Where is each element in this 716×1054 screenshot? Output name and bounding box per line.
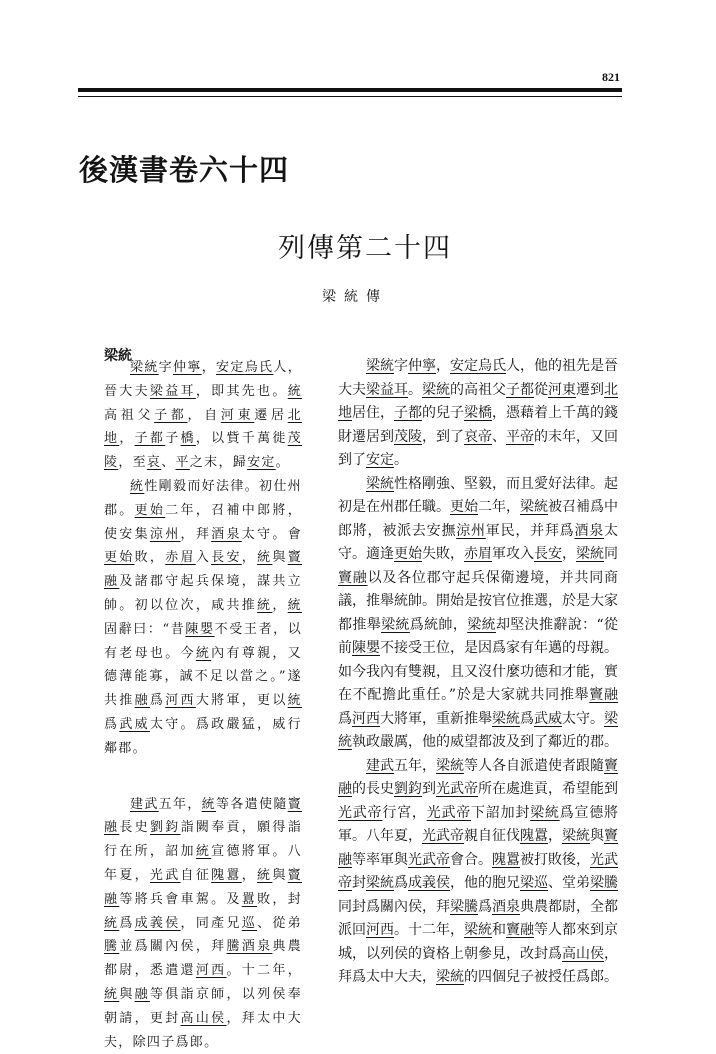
- proper-noun: 安定: [366, 452, 394, 468]
- proper-noun: 光武帝: [426, 804, 472, 821]
- text-run: ，: [436, 358, 450, 374]
- text-run: 自征: [180, 867, 212, 883]
- chapter-title: 列傳第二十四: [278, 233, 452, 264]
- original-text-column: [104, 356, 302, 1054]
- text-run: 內有尊親，又德薄能寡，誠不足以當之。”遂共推: [104, 645, 302, 709]
- text-run: 的高祖父: [450, 381, 506, 398]
- proper-noun: 梁橋: [464, 405, 492, 421]
- proper-noun: 梁統: [366, 475, 394, 492]
- proper-noun: 河東: [220, 407, 255, 423]
- original-paragraph-1: [104, 356, 302, 475]
- proper-noun: 光武帝: [338, 804, 383, 821]
- proper-noun: 子都: [154, 407, 188, 423]
- proper-noun: 統: [130, 478, 145, 494]
- header-rule-thin: [78, 96, 622, 97]
- proper-noun: 成義侯: [134, 915, 181, 931]
- proper-noun: 統: [257, 597, 273, 613]
- proper-noun: 更始: [394, 546, 422, 562]
- text-run: 等人都來到京城，以列侯的資格上朝參見，改封爲: [338, 922, 618, 962]
- text-run: 、: [161, 455, 176, 471]
- text-run: 與: [272, 550, 288, 566]
- text-run: 從: [534, 381, 548, 398]
- proper-noun: 仲寧: [173, 360, 202, 375]
- text-run: 固辭曰：“昔: [104, 621, 186, 637]
- text-run: ，: [272, 597, 288, 613]
- text-run: ，: [241, 550, 258, 566]
- text-run: 之末，歸: [189, 455, 248, 471]
- proper-noun: 統: [195, 844, 212, 860]
- translation-paragraph-2: [338, 473, 618, 755]
- proper-noun: 囂: [241, 891, 258, 907]
- proper-noun: 陳嬰: [185, 621, 215, 637]
- page-number: 821: [602, 70, 620, 84]
- text-run: 。: [275, 455, 290, 471]
- proper-noun: 安定: [247, 455, 276, 471]
- paragraph-gap: [104, 761, 302, 793]
- text-run: 子: [165, 431, 181, 447]
- proper-noun: 梁統: [366, 358, 394, 374]
- text-run: 等俱詣京師，以列侯奉朝請，更封: [104, 986, 302, 1026]
- proper-noun: 梁統: [422, 381, 450, 398]
- text-run: 敗，: [134, 550, 166, 566]
- proper-noun: 橋: [180, 431, 196, 447]
- proper-noun: 統: [257, 867, 273, 883]
- text-run: 爲宣德將軍。八年夏，: [338, 804, 619, 844]
- proper-noun: 梁益耳: [366, 381, 408, 398]
- translation-text-column: [338, 355, 618, 990]
- text-run: 的末年，又回到了: [338, 428, 618, 468]
- proper-noun: 河西: [195, 963, 227, 979]
- text-run: 字: [158, 360, 174, 375]
- text-run: 爲統帥，: [409, 616, 468, 633]
- proper-noun: 隗囂: [211, 867, 242, 883]
- text-run: 親自征伐: [464, 828, 520, 844]
- text-run: 爲: [149, 693, 166, 709]
- proper-noun: 酒泉: [211, 526, 242, 542]
- proper-noun: 建武: [130, 796, 159, 812]
- proper-noun: 陳嬰: [352, 640, 380, 656]
- proper-noun: 融: [134, 986, 150, 1002]
- text-run: 。十二年，: [394, 922, 464, 938]
- text-run: 等人各自派遣使者跟隨: [464, 757, 604, 774]
- text-run: 爲: [104, 716, 120, 732]
- proper-noun: 高山侯: [562, 945, 604, 962]
- text-run: 軍攻入: [492, 546, 534, 562]
- biography-title: 梁統傳: [322, 289, 388, 305]
- proper-noun: 竇融: [104, 867, 302, 907]
- text-run: ，: [119, 431, 135, 447]
- proper-noun: 河東: [548, 381, 576, 398]
- text-run: 所在處進貢，希望能到: [478, 781, 618, 797]
- proper-noun: 梁統: [492, 710, 520, 727]
- text-run: ，至: [118, 455, 147, 471]
- proper-noun: 騰: [104, 939, 120, 955]
- header-rule-thick: [78, 88, 622, 92]
- text-run: ，自: [187, 407, 221, 423]
- text-run: 同封爲關內侯，拜: [338, 898, 450, 915]
- text-run: 。十二年，: [226, 963, 302, 979]
- text-run: 五年，: [394, 757, 436, 774]
- proper-noun: 劉鈞: [394, 781, 422, 797]
- proper-noun: 北地: [338, 381, 618, 421]
- proper-noun: 梁統: [562, 828, 590, 844]
- proper-noun: 河西: [366, 922, 394, 938]
- proper-noun: 梁巡: [520, 875, 548, 891]
- text-run: 以及各位郡守起兵保衛邊境，并共同商議，推舉統帥。開始是按官位推選，於是大家都推舉: [338, 569, 619, 633]
- text-run: 的四個兒子被授任爲郎。: [464, 969, 618, 985]
- proper-noun: 安定: [450, 358, 478, 374]
- text-run: 行宮，: [382, 804, 427, 821]
- text-run: 爲: [338, 710, 352, 727]
- proper-noun: 巡: [241, 915, 258, 931]
- text-run: 太守。適逢: [338, 522, 619, 562]
- original-paragraph-3: [104, 793, 302, 1054]
- proper-noun: 安定: [216, 360, 245, 375]
- text-run: 典農都尉，全都派回: [338, 898, 618, 938]
- proper-noun: 烏氏: [244, 360, 274, 375]
- text-run: ，: [548, 828, 562, 844]
- text-run: 敗，封: [257, 891, 302, 907]
- proper-noun: 統: [287, 693, 302, 709]
- text-run: 同: [604, 546, 618, 562]
- proper-noun: 統: [287, 597, 302, 613]
- proper-noun: 梁統: [530, 804, 560, 821]
- proper-noun: 竇融: [104, 796, 302, 836]
- proper-noun: 竇融: [338, 828, 618, 868]
- text-run: 、: [492, 428, 506, 445]
- proper-noun: 梁統: [381, 616, 410, 633]
- text-run: 與: [119, 986, 135, 1002]
- proper-noun: 武威: [119, 716, 150, 732]
- text-run: ，他的胞兄: [450, 875, 520, 891]
- proper-noun: 劉鈞: [149, 820, 181, 836]
- text-run: 等將兵會車駕。及: [119, 891, 242, 907]
- text-run: 居住，: [352, 405, 394, 421]
- proper-noun: 河西: [165, 693, 196, 709]
- text-run: 五年，: [158, 796, 202, 812]
- proper-noun: 光武帝: [422, 828, 464, 844]
- proper-noun: 子都: [134, 431, 166, 447]
- proper-noun: 梁統: [436, 969, 464, 985]
- text-run: 被召補爲中郎將，被派去安撫: [338, 499, 618, 539]
- text-run: ，拜太中大夫，除四子爲郎。: [104, 1010, 302, 1050]
- proper-noun: 茂陵: [104, 431, 302, 471]
- text-run: 長史: [119, 820, 150, 836]
- text-run: 性格剛強、堅毅，而且愛好法律。起初是在州郡任職。: [338, 475, 618, 515]
- text-run: 與: [272, 867, 288, 883]
- proper-noun: 光武帝: [436, 781, 478, 797]
- proper-noun: 赤眉: [464, 546, 492, 562]
- proper-noun: 統: [287, 383, 302, 399]
- proper-noun: 隗囂: [492, 851, 520, 868]
- proper-noun: 融: [134, 693, 150, 709]
- text-run: 詣闕奉貢，願得詣行在所，詔加: [104, 820, 302, 860]
- text-run: 並爲關內侯，拜: [119, 939, 227, 955]
- text-run: 太守。: [562, 710, 604, 727]
- text-run: 會合。: [450, 851, 492, 868]
- proper-noun: 子都: [394, 405, 422, 421]
- proper-noun: 梁騰: [590, 875, 618, 891]
- text-run: 被打敗後，: [520, 851, 590, 868]
- text-run: 、從弟: [257, 915, 302, 931]
- text-run: ，拜爲太中大夫，: [338, 945, 618, 985]
- text-run: ，: [241, 867, 258, 883]
- proper-noun: 梁統: [366, 875, 394, 891]
- proper-noun: 酒泉: [574, 522, 605, 539]
- proper-noun: 長安: [211, 550, 242, 566]
- proper-noun: 梁統: [467, 616, 496, 633]
- text-run: 人，他的祖先是晉大夫: [338, 358, 618, 398]
- text-run: ，憑藉着上千萬的錢財遷居到: [338, 405, 618, 445]
- text-run: 高祖父: [104, 407, 155, 423]
- text-run: 爲: [394, 875, 408, 891]
- text-run: 等率軍與: [352, 851, 408, 868]
- text-run: 。: [408, 381, 422, 398]
- proper-noun: 梁益耳: [149, 383, 196, 399]
- proper-noun: 梁統: [338, 710, 618, 750]
- proper-noun: 梁統: [130, 360, 159, 375]
- proper-noun: 高山侯: [180, 1010, 227, 1026]
- proper-noun: 酒泉: [492, 898, 520, 915]
- text-run: 等各遣使隨: [216, 796, 288, 812]
- proper-noun: 隗囂: [520, 828, 548, 844]
- text-run: 下詔加封: [471, 804, 531, 821]
- text-run: 不受王者，以有老母也。今: [104, 621, 302, 661]
- text-run: 太守。會: [241, 526, 303, 542]
- translation-paragraph-3: [338, 755, 618, 990]
- proper-noun: 更始: [104, 550, 135, 566]
- proper-noun: 統: [257, 550, 273, 566]
- text-run: ，即其先也。: [195, 383, 288, 399]
- book-title: 後漢書卷六十四: [79, 153, 290, 187]
- proper-noun: 武威: [534, 710, 562, 727]
- proper-noun: 竇融: [104, 550, 302, 590]
- proper-noun: 仲寧: [408, 358, 436, 374]
- proper-noun: 涼州: [149, 526, 181, 542]
- text-run: 入: [195, 550, 212, 566]
- text-run: 大將軍，更以: [195, 693, 288, 709]
- text-run: 二年，召補中郎將，使安集: [104, 502, 303, 542]
- proper-noun: 竇融: [338, 569, 368, 586]
- text-run: 遷居: [254, 407, 288, 423]
- proper-noun: 更始: [134, 502, 166, 518]
- proper-noun: 梁統: [436, 757, 464, 774]
- proper-noun: 梁統: [464, 922, 492, 938]
- proper-noun: 酒泉: [241, 939, 273, 955]
- text-run: 的兒子: [422, 405, 464, 421]
- translation-paragraph-1: [338, 355, 618, 473]
- section-heading: 梁統: [104, 348, 132, 364]
- text-run: 執政嚴厲，他的威望都波及到了鄰近的郡。: [352, 734, 618, 750]
- proper-noun: 統: [104, 915, 120, 931]
- proper-noun: 光武: [149, 867, 181, 883]
- text-run: 。: [394, 452, 408, 468]
- proper-noun: 哀帝: [464, 428, 492, 445]
- text-run: 字: [394, 358, 408, 374]
- text-run: 爲: [119, 915, 135, 931]
- text-run: 大將軍，重新推舉: [380, 710, 492, 727]
- text-run: 不接受王位，是因爲家有年邁的母親。如今我內有雙親，且又沒什麼功德和才能，實在不配擔此重任。”於是大家就共同推舉: [338, 640, 618, 703]
- text-run: 爲: [478, 898, 492, 915]
- proper-noun: 平: [175, 455, 190, 471]
- text-run: 却堅決推辭說：“從前: [338, 616, 618, 656]
- proper-noun: 河西: [352, 710, 380, 727]
- text-run: ，到了: [422, 428, 464, 445]
- original-paragraph-2: [104, 475, 302, 761]
- proper-noun: 子都: [506, 381, 534, 398]
- proper-noun: 赤眉: [165, 550, 196, 566]
- text-run: 二年，: [478, 499, 520, 515]
- proper-noun: 建武: [366, 757, 394, 774]
- proper-noun: 竇融: [589, 687, 619, 703]
- proper-noun: 光武帝: [408, 851, 450, 868]
- proper-noun: 騰: [226, 939, 242, 955]
- proper-noun: 竇融: [506, 922, 534, 938]
- proper-noun: 光武帝: [338, 851, 618, 891]
- text-run: 典農都尉，悉遣還: [104, 939, 302, 979]
- proper-noun: 統: [195, 645, 212, 661]
- proper-noun: 涼州: [456, 522, 486, 539]
- proper-noun: 成義侯: [408, 875, 450, 891]
- text-run: 和: [492, 922, 506, 938]
- text-run: 性剛毅而好法律。初仕州郡。: [104, 478, 302, 518]
- proper-noun: 哀: [146, 455, 162, 471]
- proper-noun: 北地: [104, 407, 302, 447]
- text-run: ，拜: [180, 526, 212, 542]
- proper-noun: 統: [201, 796, 217, 812]
- text-run: ，同產兄: [180, 915, 242, 931]
- text-run: 的長史: [352, 781, 394, 797]
- text-run: 封: [352, 875, 366, 891]
- text-run: 失敗，: [422, 546, 464, 562]
- text-run: 與: [590, 828, 604, 844]
- proper-noun: 茂陵: [394, 428, 422, 445]
- proper-noun: 梁統: [520, 499, 548, 515]
- text-run: 宣德將軍。八年夏，: [104, 844, 302, 883]
- text-run: ，以貲千萬徙: [195, 431, 288, 447]
- proper-noun: 烏氏: [478, 358, 506, 374]
- text-run: ，: [562, 546, 576, 562]
- proper-noun: 梁統: [576, 546, 604, 562]
- proper-noun: 長安: [534, 546, 562, 562]
- text-run: 、堂弟: [548, 875, 590, 891]
- text-run: 及諸郡守起兵保境，謀共立帥。初以位次，咸共推: [104, 574, 302, 613]
- text-run: ，: [201, 360, 217, 375]
- proper-noun: 梁騰: [450, 898, 478, 915]
- text-run: 太守。爲政嚴猛，威行鄰郡。: [104, 716, 302, 756]
- text-run: 軍民，并拜爲: [485, 522, 575, 539]
- proper-noun: 平帝: [506, 428, 534, 445]
- text-run: 爲: [520, 710, 534, 727]
- text-run: 遷到: [576, 381, 604, 398]
- proper-noun: 竇融: [338, 757, 618, 797]
- text-run: 人，晉大夫: [104, 360, 303, 399]
- proper-noun: 更始: [450, 499, 478, 515]
- text-run: 到: [422, 781, 436, 797]
- proper-noun: 統: [104, 986, 120, 1002]
